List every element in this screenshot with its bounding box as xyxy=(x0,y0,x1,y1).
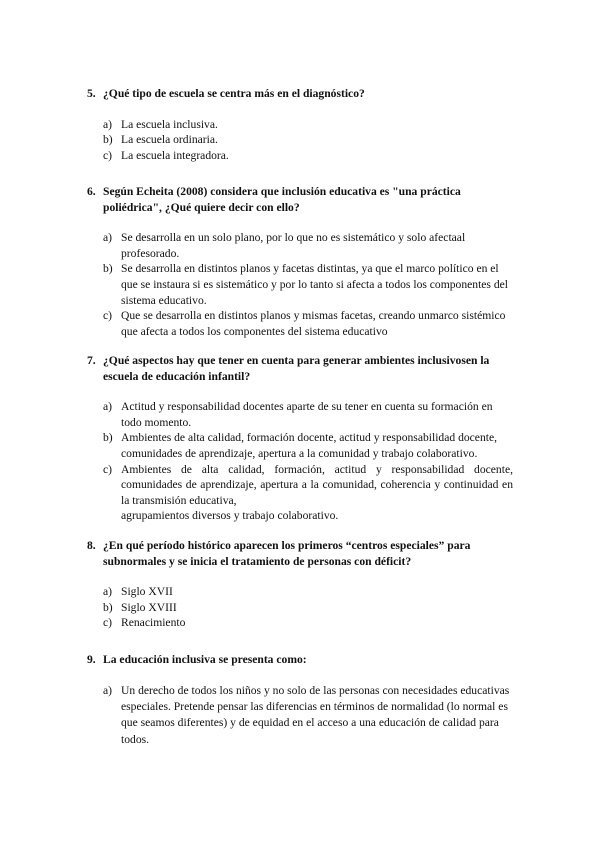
option-b xyxy=(0,261,513,308)
option-label: c) xyxy=(103,462,113,476)
option-a xyxy=(0,683,513,749)
option-label: a) xyxy=(103,683,113,697)
option-text: Actitud y responsabilidad docentes aparte de su tener en cuenta su formación en todo momento. xyxy=(121,400,493,429)
option-label: b) xyxy=(103,262,113,276)
option-text: La escuela ordinaria. xyxy=(121,133,218,147)
question-title xyxy=(0,184,498,215)
option-continuation: agrupamientos diversos y trabajo colaborativo. xyxy=(121,509,339,523)
option-b xyxy=(0,430,513,461)
option-label: a) xyxy=(103,117,113,131)
option-c xyxy=(0,148,513,164)
question-7 xyxy=(0,353,600,524)
option-label: a) xyxy=(103,231,113,245)
option-text: La escuela integradora. xyxy=(121,148,229,162)
option-a xyxy=(0,399,513,430)
option-label: b) xyxy=(103,431,113,445)
options-list xyxy=(0,399,600,524)
option-text: Se desarrolla en un solo plano, por lo que no es sistemático y solo afectaal profesorado. xyxy=(121,231,466,260)
question-number: 7. xyxy=(87,354,96,367)
question-text: ¿Qué aspectos hay que tener en cuenta para generar ambientes inclusivosen la escuela de educación infantil? xyxy=(103,354,490,383)
question-number: 8. xyxy=(87,539,96,552)
question-title xyxy=(0,86,503,102)
question-text: Según Echeita (2008) considera que inclusión educativa es "una práctica poliédrica", ¿Qué quiere decir con ello? xyxy=(103,185,461,214)
option-b xyxy=(0,600,513,616)
option-text: Que se desarrolla en distintos planos y mismas facetas, creando unmarco sistémico que afecta a todos los componentes del sistema educativo xyxy=(121,309,506,338)
question-5 xyxy=(0,86,600,163)
question-title xyxy=(0,652,503,668)
option-label: b) xyxy=(103,133,113,147)
options-list xyxy=(0,584,600,631)
question-6 xyxy=(0,184,600,339)
question-text: ¿En qué período histórico aparecen los primeros “centros especiales” para subnormales y se inicia el tratamiento de personas con déficit? xyxy=(103,539,471,568)
option-a xyxy=(0,117,513,133)
question-number: 6. xyxy=(87,185,96,198)
options-list xyxy=(0,230,600,339)
option-text: Un derecho de todos los niños y no solo de las personas con necesidades educativas especiales. Pretende pensar las diferencias en términos de normalidad (lo normal es que seamos diferentes) y de equidad en el acceso a una educación de calidad para todos. xyxy=(121,683,510,746)
option-label: c) xyxy=(103,616,113,630)
question-number: 9. xyxy=(87,653,96,666)
option-text: Ambientes de alta calidad, formación, actitud y responsabilidad docente, comunidades de aprendizaje, apertura a la comunidad, coherencia y continuidad en la transmisión educativa, xyxy=(121,462,513,507)
option-c xyxy=(0,308,513,339)
options-list xyxy=(0,683,600,749)
question-9 xyxy=(0,652,600,748)
option-text: Ambientes de alta calidad, formación docente, actitud y responsabilidad docente, comunidades de aprendizaje, apertura a la comunidad y trabajo colaborativo. xyxy=(121,431,498,460)
question-title xyxy=(0,538,498,569)
question-text: La educación inclusiva se presenta como: xyxy=(103,653,307,666)
option-text: Renacimiento xyxy=(121,616,186,630)
options-list xyxy=(0,117,600,164)
option-text: La escuela inclusiva. xyxy=(121,117,218,131)
option-label: a) xyxy=(103,400,113,414)
question-text: ¿Qué tipo de escuela se centra más en el diagnóstico? xyxy=(103,87,365,100)
option-text: Siglo XVIII xyxy=(121,600,177,614)
option-text: Siglo XVII xyxy=(121,585,173,599)
question-8 xyxy=(0,538,600,631)
option-label: c) xyxy=(103,309,113,323)
option-c xyxy=(0,462,513,509)
option-a xyxy=(0,584,513,600)
question-number: 5. xyxy=(87,87,96,100)
option-c xyxy=(0,615,513,631)
option-b xyxy=(0,132,513,148)
option-text: Se desarrolla en distintos planos y facetas distintas, ya que el marco político en el que se instaura si es sistemático y por lo tanto si afecta a todos los componentes del sistema educativo. xyxy=(121,262,509,307)
option-label: a) xyxy=(103,585,113,599)
option-label: b) xyxy=(103,600,113,614)
option-label: c) xyxy=(103,148,113,162)
option-a xyxy=(0,230,513,261)
question-title xyxy=(0,353,493,384)
